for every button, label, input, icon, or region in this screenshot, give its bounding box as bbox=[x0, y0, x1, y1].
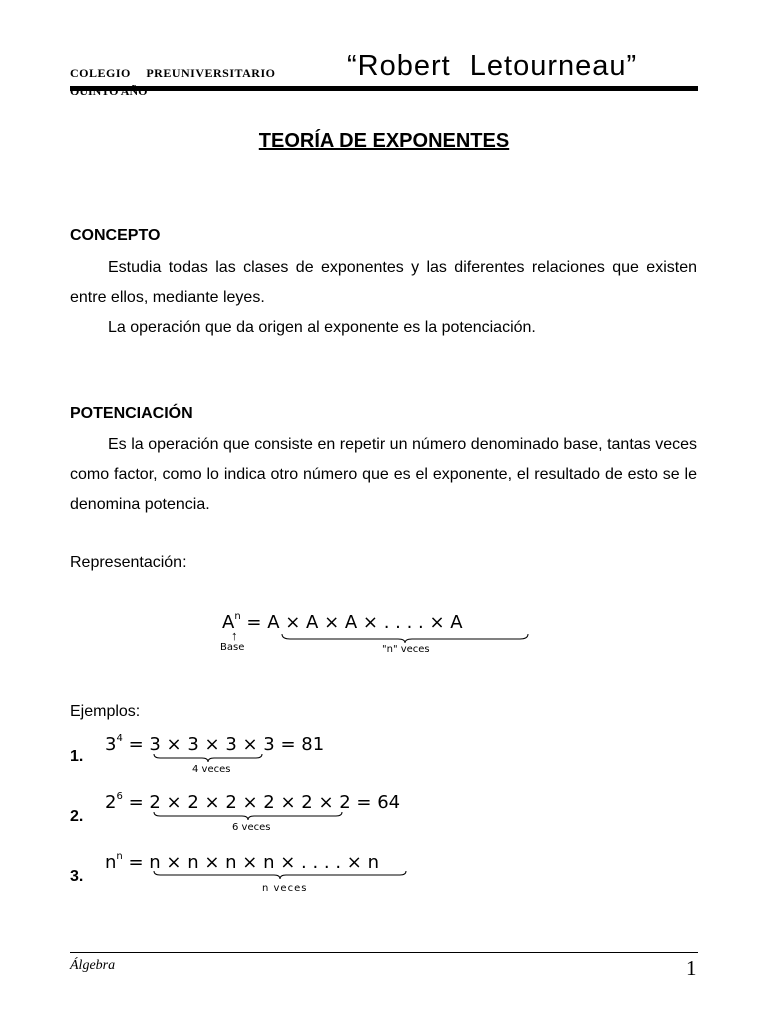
ejemplos-label: Ejemplos: bbox=[70, 703, 141, 720]
example-2-rhs: = 2 × 2 × 2 × 2 × 2 × 2 = 64 bbox=[128, 792, 401, 813]
example-2-formula bbox=[105, 792, 400, 813]
example-2-number: 2. bbox=[70, 808, 84, 825]
formula-rhs: = A × A × A × . . . . × A bbox=[246, 612, 463, 633]
concepto-paragraph-2: La operación que da origen al exponente es la potenciación. bbox=[108, 319, 536, 336]
example-2-exponent: 6 bbox=[116, 791, 123, 802]
example-1-rhs: = 3 × 3 × 3 × 3 = 81 bbox=[128, 734, 325, 755]
representacion-label: Representación: bbox=[70, 554, 187, 571]
example-1-base: 3 bbox=[105, 734, 117, 755]
up-arrow-icon: ↑ bbox=[231, 628, 238, 643]
potenciacion-body bbox=[70, 430, 697, 520]
footer-subject: Álgebra bbox=[70, 958, 116, 973]
potenciacion-heading: POTENCIACIÓN bbox=[70, 405, 193, 422]
example-2-base: 2 bbox=[105, 792, 117, 813]
footer-rule bbox=[70, 952, 698, 953]
example-2-under: 6 veces bbox=[232, 822, 271, 833]
potenciacion-paragraph: Es la operación que consiste en repetir un número denominado base, tantas veces como factor, como lo indica otro número que es el exponente, el resultado de esto se le denomina potencia. bbox=[70, 436, 697, 513]
page-title: TEORÍA DE EXPONENTES bbox=[258, 130, 510, 152]
example-1-number: 1. bbox=[70, 748, 84, 765]
header-rule bbox=[70, 86, 698, 91]
example-1-under: 4 veces bbox=[192, 764, 231, 775]
representation-formula bbox=[222, 612, 463, 633]
example-3-exponent: n bbox=[116, 851, 123, 862]
example-1-exponent: 4 bbox=[116, 733, 123, 744]
example-1-underbrace-icon bbox=[152, 753, 264, 763]
formula-base: A bbox=[222, 612, 235, 633]
example-3-number: 3. bbox=[70, 868, 84, 885]
concepto-paragraph-1: Estudia todas las clases de exponentes y las diferentes relaciones que existen entre ellos, mediante leyes. bbox=[70, 259, 697, 306]
underbrace-icon bbox=[280, 632, 530, 644]
base-label: Base bbox=[220, 642, 245, 653]
school-label: COLEGIO PREUNIVERSITARIO bbox=[70, 66, 276, 80]
example-1-formula bbox=[105, 734, 324, 755]
page-number: 1 bbox=[686, 956, 697, 980]
school-name: “Robert Letourneau” bbox=[347, 50, 638, 82]
example-2-underbrace-icon bbox=[152, 811, 344, 821]
example-3-under: n veces bbox=[262, 883, 308, 894]
times-label: "n" veces bbox=[382, 644, 430, 655]
example-3-underbrace-icon bbox=[152, 870, 408, 880]
example-3-base: n bbox=[105, 852, 117, 873]
formula-exponent: n bbox=[234, 611, 241, 622]
example-3-rhs: = n × n × n × n × . . . . × n bbox=[128, 852, 380, 873]
concepto-heading: CONCEPTO bbox=[70, 227, 161, 244]
concepto-body bbox=[70, 253, 697, 343]
